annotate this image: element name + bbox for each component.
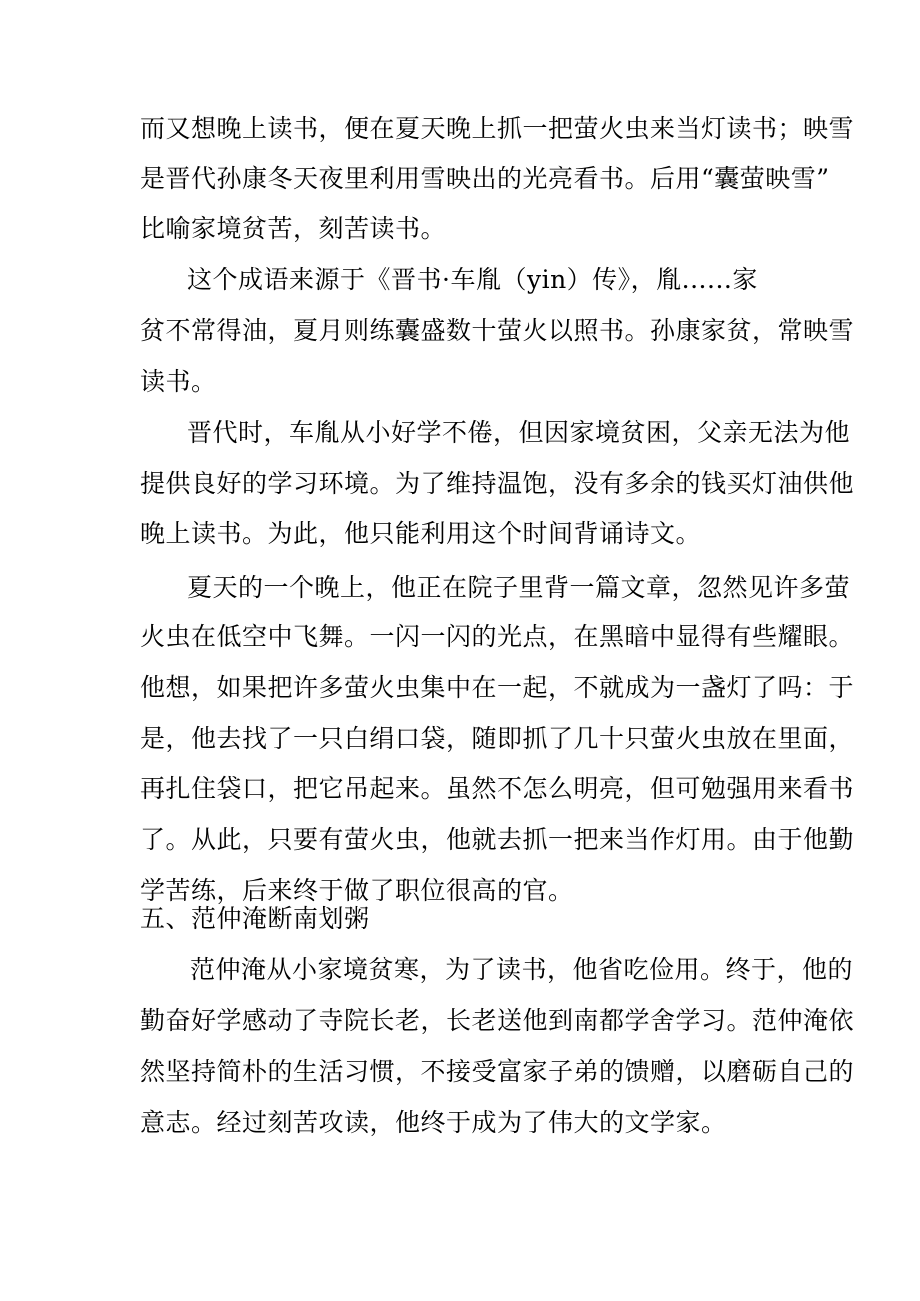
- text-line: 提供良好的学习环境。为了维持温饱，没有多余的钱买灯油供他: [140, 469, 855, 498]
- text-line: 勤奋好学感动了寺院长老，长老送他到南都学舍学习。范仲淹依: [140, 1006, 855, 1035]
- text-line: 他想，如果把许多萤火虫集中在一起，不就成为一盏灯了吗：于: [140, 673, 855, 702]
- text-line: 再扎住袋口，把它吊起来。虽然不怎么明亮，但可勉强用来看书: [140, 774, 855, 803]
- text-line: 这个成语来源于《晋书·车胤（yin）传》，胤......家: [187, 265, 758, 294]
- section-heading: 五、范仲淹断南划粥: [140, 904, 370, 933]
- text-line: 意志。经过刻苦攻读，他终于成为了伟大的文学家。: [140, 1108, 727, 1137]
- text-line: 贫不常得油，夏月则练囊盛数十萤火以照书。孙康家贫，常映雪: [140, 316, 855, 345]
- text-line: 夏天的一个晚上，他正在院子里背一篇文章，忽然见许多萤: [187, 573, 851, 602]
- text-line: 晋代时，车胤从小好学不倦，但因家境贫困，父亲无法为他: [187, 418, 851, 447]
- text-line: 晚上读书。为此，他只能利用这个时间背诵诗文。: [140, 519, 702, 548]
- text-line: 读书。: [140, 367, 217, 396]
- text-line: 范仲淹从小家境贫寒，为了读书，他省吃俭用。终于，他的: [190, 955, 854, 984]
- text-line: 是，他去找了一只白绢口袋，随即抓了几十只萤火虫放在里面，: [140, 724, 855, 753]
- text-line: 学苦练，后来终于做了职位很高的官。: [140, 876, 574, 905]
- text-line: 了。从此，只要有萤火虫，他就去抓一把来当作灯用。由于他勤: [140, 825, 855, 854]
- text-line: 是晋代孙康冬天夜里利用雪映出的光亮看书。后用“囊萤映雪”: [140, 164, 830, 193]
- text-line: 而又想晚上读书，便在夏天晚上抓一把萤火虫来当灯读书；映雪: [140, 114, 855, 143]
- text-line: 火虫在低空中飞舞。一闪一闪的光点，在黑暗中显得有些耀眼。: [140, 622, 855, 651]
- text-line: 然坚持简朴的生活习惯，不接受富家子弟的馈赠，以磨砺自己的: [140, 1057, 855, 1086]
- text-line: 比喻家境贫苦，刻苦读书。: [140, 214, 447, 243]
